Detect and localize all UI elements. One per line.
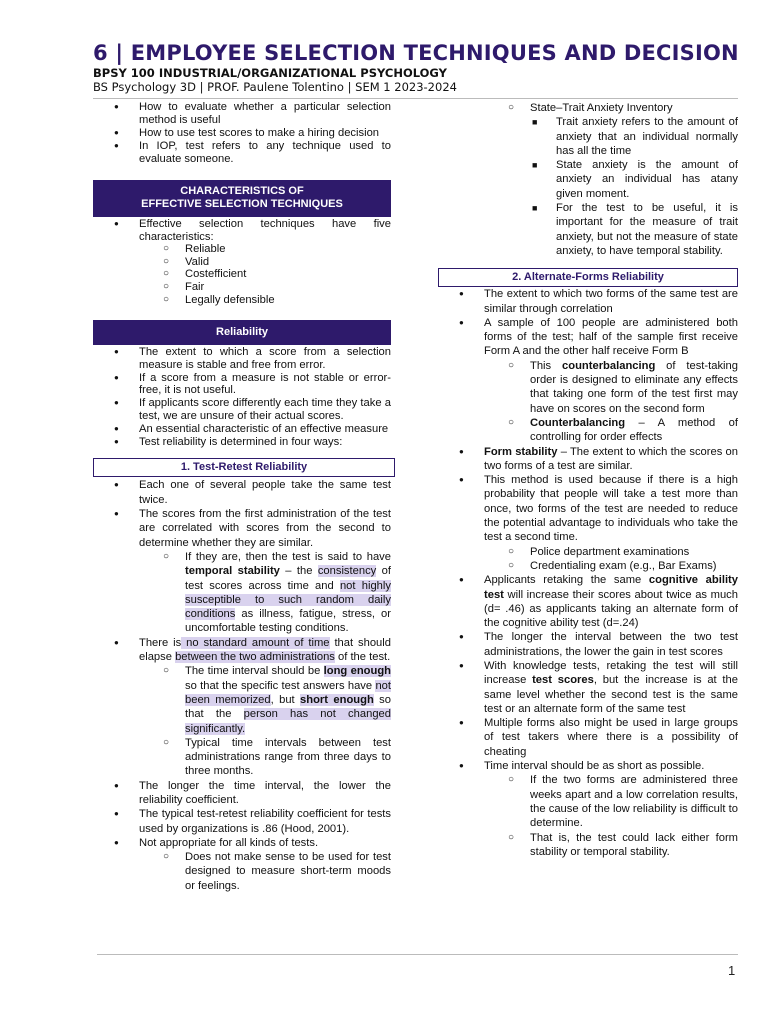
list-item: ○ That is, the test could lack either form stability or temporal stability.: [508, 831, 738, 860]
list-item: ● An essential characteristic of an effective measure: [93, 423, 391, 436]
list-item: [438, 445, 738, 474]
term-temporal-stability: temporal stability: [185, 565, 280, 578]
banner-line: EFFECTIVE SELECTION TECHNIQUES: [141, 197, 343, 210]
course-title: BPSY 100 INDUSTRIAL/ORGANIZATIONAL PSYCHOLOGY: [93, 66, 447, 80]
list-item: [508, 359, 738, 416]
reliability-banner: Reliability: [93, 320, 391, 345]
right-column: [438, 101, 738, 859]
term-short-enough: short enough: [300, 693, 374, 706]
course-meta: BS Psychology 3D | PROF. Paulene Tolentino | SEM 1 2023-2024: [93, 80, 457, 94]
term-long-enough: long enough: [323, 665, 391, 678]
stai-sublist: [532, 115, 738, 258]
text-run: so that the specific test answers have: [185, 679, 376, 692]
characteristics-sublist: [163, 243, 391, 306]
list-item: ○ Valid: [163, 256, 391, 269]
text-run: This: [530, 359, 563, 372]
text-run: There is: [139, 636, 182, 649]
list-item: [93, 218, 391, 306]
stai-list: [508, 101, 738, 258]
footer-divider: [97, 954, 738, 955]
highlighted-text: person has not changed significantly.: [185, 708, 391, 735]
list-item: ● How to evaluate whether a particular selection method is useful: [93, 101, 391, 127]
characteristics-list: [93, 218, 391, 306]
list-item-text: Effective selection techniques have five characteristics:: [139, 217, 391, 243]
page-number: 1: [728, 963, 736, 978]
highlighted-text: consistency: [317, 565, 377, 578]
page-title: 6 | EMPLOYEE SELECTION TECHNIQUES AND DECISION: [93, 41, 739, 65]
highlighted-text: between the two administrations: [175, 651, 335, 664]
list-item: ○ If the two forms are administered three weeks apart and a low correlation results, the cause of the low reliability is difficult to determine.: [508, 773, 738, 830]
highlighted-text: not highly susceptible to such random daily conditions: [185, 579, 391, 621]
list-item: ○ Credentialing exam (e.g., Bar Exams): [508, 559, 738, 573]
text-run: – the: [279, 565, 318, 578]
test-retest-heading: 1. Test-Retest Reliability: [93, 458, 395, 477]
list-item: [93, 636, 391, 779]
list-item: ○ Costefficient: [163, 268, 391, 281]
list-item: ○ Fair: [163, 281, 391, 294]
list-item: ○ Police department examinations: [508, 545, 738, 559]
list-item-text: Not appropriate for all kinds of tests.: [139, 836, 319, 849]
list-item: ○ Typical time intervals between test administrations range from three days to three months.: [163, 736, 391, 779]
list-item: ● The typical test-retest reliability coefficient for tests used by organizations is .86 (Hood, 2001).: [93, 807, 391, 836]
time-interval-sublist: [163, 664, 391, 778]
list-item: ● Each one of several people take the same test twice.: [93, 478, 391, 507]
text-run: of the test.: [334, 651, 391, 664]
list-item: ● In IOP, test refers to any technique used to evaluate someone.: [93, 140, 391, 166]
alternate-forms-list: [438, 287, 738, 859]
examples-sublist: [508, 545, 738, 574]
list-item: ● Multiple forms also might be used in large groups of test takers where there is a possibility of cheating: [438, 716, 738, 759]
reliability-list: [93, 346, 391, 448]
text-run: – A method of controlling for order effects: [530, 416, 738, 444]
list-item: [163, 550, 391, 636]
left-column: [93, 101, 391, 893]
not-appropriate-sublist: [163, 850, 391, 893]
list-item: [508, 416, 738, 445]
list-item: ● Test reliability is determined in four ways:: [93, 436, 391, 449]
list-item: ● The extent to which two forms of the same test are similar through correlation: [438, 287, 738, 316]
list-item: [438, 759, 738, 859]
text-run: Applicants retaking the same: [484, 574, 649, 587]
text-run: that should elapse: [139, 636, 391, 664]
list-item: [438, 659, 738, 716]
test-retest-list: [93, 478, 391, 893]
text-run: will increase their scores about twice as much (d= .46) as applicants taking an alternate form of the cognitive ability test (d=.24): [484, 588, 738, 630]
text-run: , but: [270, 693, 301, 706]
characteristics-banner: [93, 180, 391, 217]
list-item: [438, 573, 738, 630]
list-item: ● The longer the time interval, the lower the reliability coefficient.: [93, 779, 391, 808]
text-run: With knowledge tests, retaking the test will still increase: [484, 659, 738, 687]
text-run: , but the increase is at the same level whether the second test is the same test or an alternate form of the same test: [484, 674, 738, 715]
text-run: of test scores across time and: [185, 565, 391, 592]
header-divider: [93, 98, 738, 99]
term-counterbalancing: counterbalancing: [562, 359, 656, 372]
list-item: ● How to use test scores to make a hiring decision: [93, 127, 391, 140]
list-item: [438, 316, 738, 445]
term-cognitive-ability-test: cognitive ability test: [484, 574, 739, 601]
alternate-forms-heading: 2. Alternate-Forms Reliability: [438, 268, 738, 287]
list-item: [508, 101, 738, 258]
list-item: ● If a score from a measure is not stable or error-free, it is not useful.: [93, 372, 391, 397]
list-item: ■ Trait anxiety refers to the amount of anxiety that an individual normally has all the time: [532, 115, 738, 158]
banner-line: CHARACTERISTICS OF: [180, 184, 304, 197]
list-item: ○ Reliable: [163, 243, 391, 256]
text-run: – The extent to which the scores on two forms of a test are similar.: [484, 445, 738, 472]
text-run: so that the: [185, 693, 391, 721]
document-header: [93, 40, 739, 94]
list-item-text: Time interval should be as short as possible.: [484, 760, 705, 773]
highlighted-text: not been memorized: [185, 679, 391, 706]
list-item-text: The scores from the first administration of the test are correlated with scores from the second to determine whether they are similar.: [139, 508, 391, 549]
list-item: [93, 507, 391, 636]
list-item-text: State–Trait Anxiety Inventory: [530, 102, 673, 114]
list-item: ■ State anxiety is the amount of anxiety an individual has atany given moment.: [532, 158, 738, 201]
term-form-stability: Form stability: [484, 445, 558, 458]
list-item: [163, 664, 391, 735]
term-counterbalancing: Counterbalancing: [530, 416, 626, 429]
list-item: ● The longer the interval between the two test administrations, the lower the gain in test scores: [438, 630, 738, 659]
list-item: [93, 836, 391, 893]
text-run: of test-taking order is designed to eliminate any effects that taking one form of the test first may have on scores on the second form: [530, 359, 738, 415]
text-run: as illness, fatigue, stress, or uncomfortable testing conditions.: [185, 608, 391, 635]
list-item: [438, 473, 738, 573]
list-item-text: This method is used because if there is a high probability that people will take a test more than once, two forms of the test are needed to reduce the potential advantage to individuals who take the test a second time.: [484, 474, 738, 544]
interval-sublist: [508, 773, 738, 859]
intro-list: [93, 101, 391, 166]
term-test-scores: test scores: [532, 674, 594, 687]
list-item: ■ For the test to be useful, it is important for the measure of trait anxiety, but not the measure of state anxiety, to have temporal stability.: [532, 201, 738, 258]
list-item-text: A sample of 100 people are administered both forms of the test; half of the sample first receive Form A and the other half receive Form B: [484, 316, 738, 358]
counterbalancing-sublist: [508, 359, 738, 445]
highlighted-text: no standard amount of time: [181, 636, 330, 649]
temporal-stability-sublist: [163, 550, 391, 636]
text-run: The time interval should be: [185, 665, 324, 678]
list-item: ○ Legally defensible: [163, 294, 391, 307]
list-item: ● The extent to which a score from a selection measure is stable and free from error.: [93, 346, 391, 371]
list-item: ○ Does not make sense to be used for test designed to measure short-term moods or feelings.: [163, 850, 391, 893]
text-run: If they are, then the test is said to have: [185, 550, 391, 563]
list-item: ● If applicants score differently each time they take a test, we are unsure of their actual scores.: [93, 397, 391, 422]
